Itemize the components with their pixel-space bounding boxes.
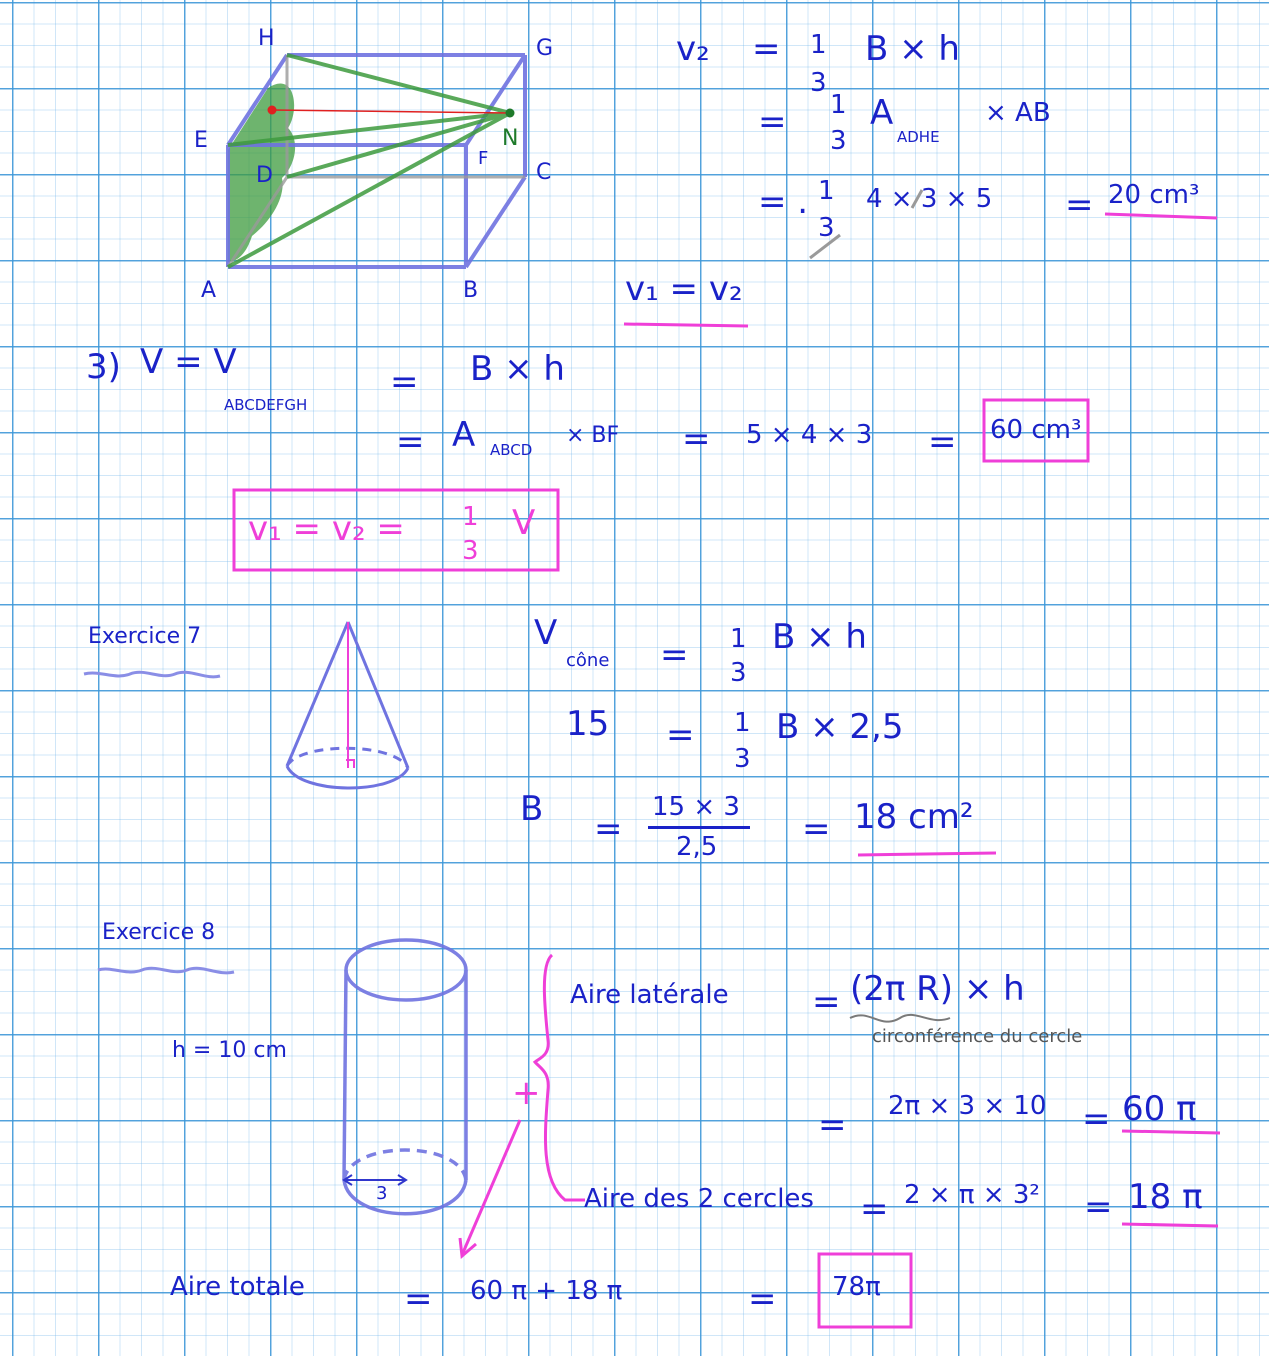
part3-l2-eq2: =: [682, 419, 711, 459]
v2-l2-area: A: [870, 93, 894, 133]
ex8-aire-laterale-eq: =: [812, 982, 841, 1022]
v2-l2-eq: =: [758, 102, 787, 142]
v2-l3-den: 3: [818, 213, 835, 243]
ex8-totale-eq2: =: [748, 1279, 777, 1319]
box-den: 3: [462, 536, 479, 566]
part3-l2-area-sub: ABCD: [490, 441, 533, 459]
label-b: B: [463, 278, 479, 303]
ex8-lat-eq2: =: [1082, 1099, 1111, 1139]
ex7-l3-eq2: =: [802, 809, 831, 849]
ex8-plus-sign: +: [512, 1073, 541, 1113]
part3-l2-area: A: [452, 415, 476, 455]
box-num: 1: [462, 502, 479, 532]
box-lhs: v₁ = v₂ =: [248, 509, 405, 549]
part3-l2-eq: =: [396, 422, 425, 462]
ex8-lat-result: 60 π: [1122, 1089, 1197, 1129]
ex7-fraction-bar: [648, 826, 750, 829]
ex8-cercles-eq: =: [860, 1189, 889, 1229]
part3-l1-rhs: B × h: [470, 349, 565, 389]
ex7-l2-eq: =: [666, 715, 695, 755]
ex8-cercles-eq2: =: [1084, 1187, 1113, 1227]
ex8-cercles-expr: 2 × π × 3²: [904, 1180, 1040, 1210]
v2-l3-eq: = .: [758, 182, 809, 222]
ex7-l1-num: 1: [730, 624, 747, 654]
ex7-l1-eq: =: [660, 635, 689, 675]
part3-l2-expr: 5 × 4 × 3: [746, 420, 873, 450]
pink-underlines: [234, 214, 1220, 1327]
cylinder-figure: [344, 940, 466, 1214]
ex8-totale-expr: 60 π + 18 π: [470, 1276, 623, 1306]
ex8-totale-eq: =: [404, 1279, 433, 1319]
ex7-l3-num: 15 × 3: [652, 792, 740, 822]
label-h: H: [258, 26, 275, 51]
ex8-lat-expr: 2π × 3 × 10: [888, 1091, 1047, 1121]
ex7-l2-rest: B × 2,5: [776, 707, 904, 747]
v2-lhs: v₂: [676, 29, 710, 69]
part3-l2-eq3: =: [928, 422, 957, 462]
ex7-l3-lhs: B: [520, 789, 544, 829]
red-point: [268, 106, 277, 115]
ex7-l1-rest: B × h: [772, 617, 867, 657]
ex7-result: 18 cm²: [854, 797, 974, 837]
v2-l3-num: 1: [818, 176, 835, 206]
part3-lhs-sub: ABCDEFGH: [224, 396, 308, 414]
v2-num: 1: [810, 30, 827, 60]
v2-l3-expr: 4 × 3 × 5: [866, 184, 993, 214]
v1-equals-v2: v₁ = v₂: [625, 269, 743, 309]
ex8-cercles-result: 18 π: [1128, 1177, 1203, 1217]
v2-l2-num: 1: [830, 90, 847, 120]
ex7-l1-lhs: V: [534, 613, 558, 653]
ex7-l1-lhs-sub: cône: [566, 650, 610, 671]
ex8-lat-eq: =: [818, 1105, 847, 1145]
part3-result: 60 cm³: [990, 415, 1082, 445]
v2-den: 3: [810, 68, 827, 98]
v2-result: 20 cm³: [1108, 180, 1200, 210]
label-g: G: [536, 36, 554, 61]
ex7-l2-num: 1: [734, 708, 751, 738]
ex7-l3-eq: =: [594, 809, 623, 849]
ex8-totale-result: 78π: [832, 1272, 881, 1302]
ex7-l1-den: 3: [730, 658, 747, 688]
ex7-l2-den: 3: [734, 744, 751, 774]
part3-lhs: V = V: [140, 342, 237, 382]
v2-l2-den: 3: [830, 126, 847, 156]
label-n: N: [502, 126, 519, 151]
ex8-circonference-note: circonférence du cercle: [872, 1026, 1083, 1047]
exercice7-title: Exercice 7: [88, 624, 202, 649]
label-a: A: [201, 278, 217, 303]
ex8-height: h = 10 cm: [172, 1038, 287, 1063]
ex7-l3-den: 2,5: [676, 832, 718, 862]
ex8-cercles-label: Aire des 2 cercles: [584, 1184, 814, 1214]
part3-label: 3): [86, 347, 121, 387]
point-n: [506, 109, 515, 118]
v2-l2-times: × AB: [985, 98, 1051, 128]
v2-l3-eq2: =: [1065, 185, 1094, 225]
ex7-l2-lhs: 15: [566, 704, 610, 744]
red-segment: [272, 110, 510, 113]
label-e: E: [194, 128, 208, 153]
exercice8-title: Exercice 8: [102, 920, 216, 945]
ex8-aire-totale-label: Aire totale: [170, 1272, 305, 1302]
part3-l1-eq: =: [390, 362, 419, 402]
label-d: D: [256, 163, 273, 188]
v2-l2-area-sub: ADHE: [897, 128, 940, 146]
label-f: F: [478, 148, 489, 169]
ex8-aire-laterale-label: Aire latérale: [570, 980, 729, 1010]
v2-rest: B × h: [865, 29, 960, 69]
part3-l2-times: × BF: [566, 423, 620, 448]
box-rhs: V: [512, 503, 536, 543]
ex8-radius: 3: [376, 1183, 388, 1204]
label-c: C: [536, 160, 552, 185]
v2-eq: =: [752, 29, 781, 69]
ex8-aire-laterale-formula: (2π R) × h: [850, 969, 1025, 1009]
cone-figure: [287, 622, 408, 788]
